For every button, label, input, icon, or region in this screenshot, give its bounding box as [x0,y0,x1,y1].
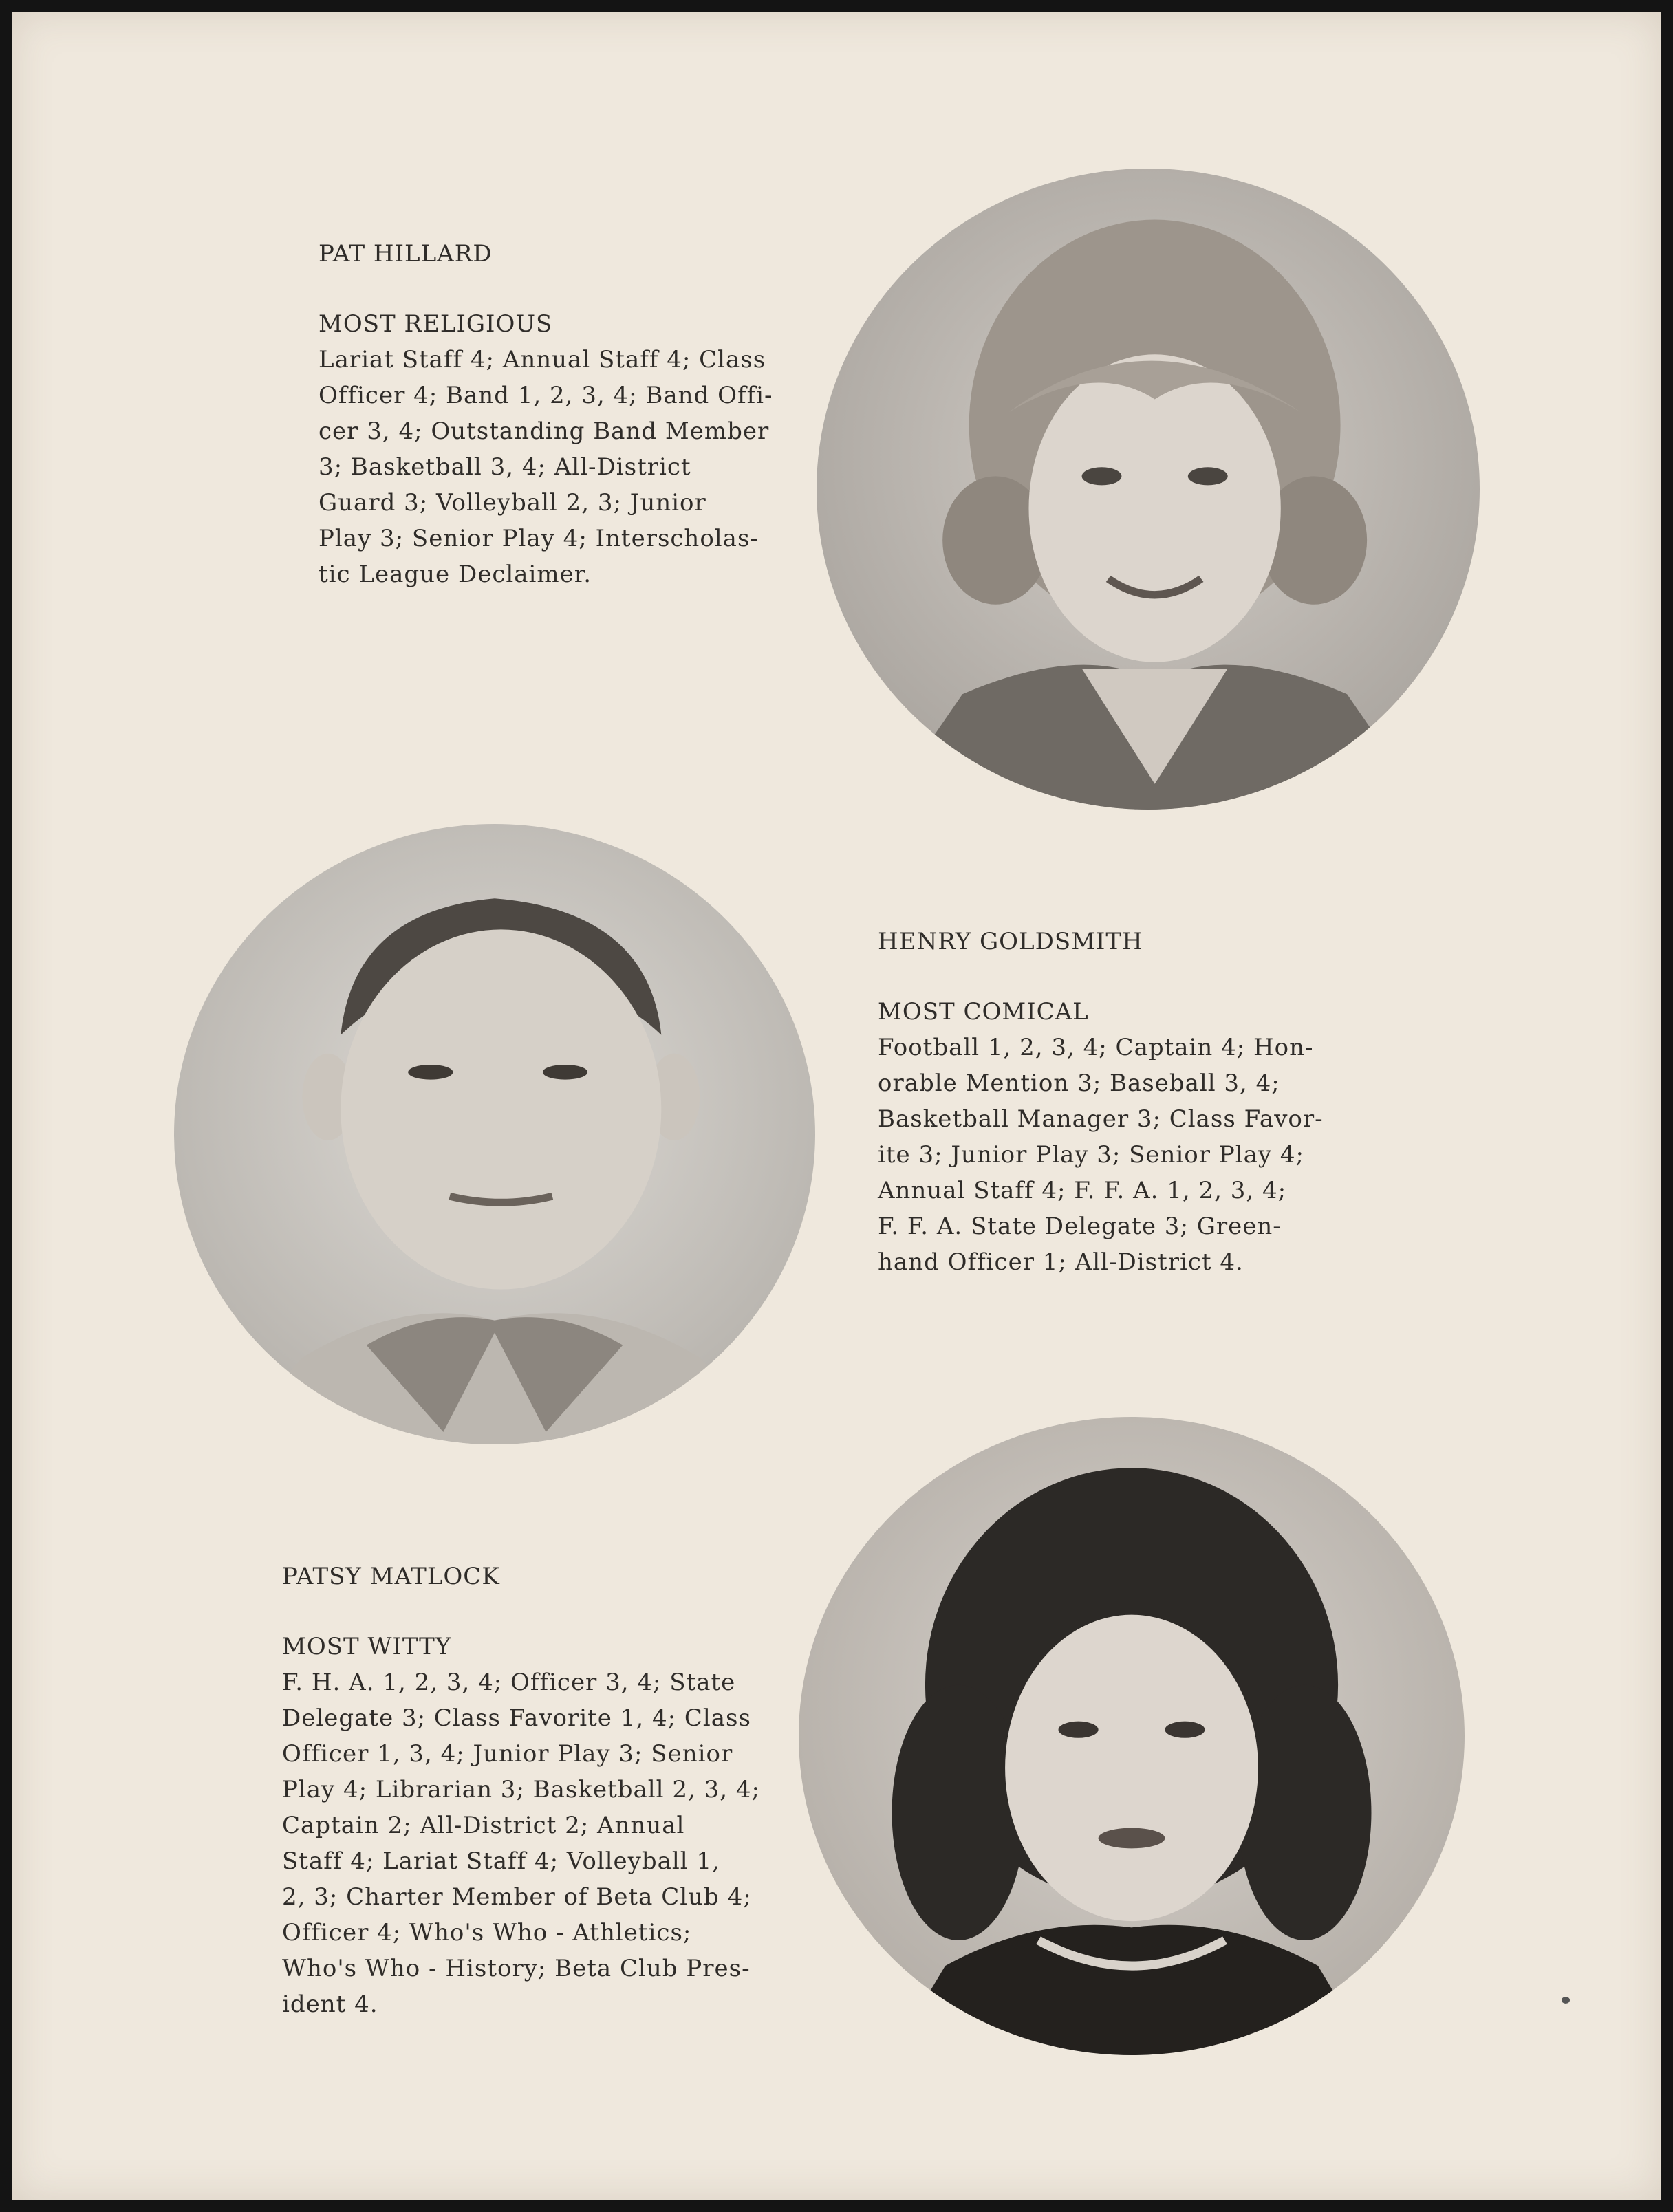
activity-line: 2, 3; Charter Member of Beta Club 4; [282,1883,752,1911]
activity-line: Delegate 3; Class Favorite 1, 4; Class [282,1704,751,1732]
portrait-photo-henry-goldsmith [174,824,815,1444]
activities-list [282,1665,805,2022]
activity-line: F. H. A. 1, 2, 3, 4; Officer 3, 4; State [282,1669,736,1696]
activity-line: Annual Staff 4; F. F. A. 1, 2, 3, 4; [878,1177,1287,1204]
activity-line: Who's Who - History; Beta Club Pres- [282,1955,751,1982]
superlative-title: MOST WITTY [282,1633,452,1660]
activity-line: Basketball Manager 3; Class Favor- [878,1105,1324,1133]
activity-line: Officer 4; Band 1, 2, 3, 4; Band Offi- [319,382,773,409]
student-bio-patsy-matlock [282,1559,805,2022]
activity-line: hand Officer 1; All-District 4. [878,1248,1244,1276]
activity-line: 3; Basketball 3, 4; All-District [319,453,691,481]
activity-line: ident 4. [282,1991,378,2018]
student-name: PAT HILLARD [319,240,493,268]
portrait-image [817,169,1480,810]
activity-line: Officer 1, 3, 4; Junior Play 3; Senior [282,1740,733,1768]
student-name: PATSY MATLOCK [282,1563,500,1590]
activity-line: Lariat Staff 4; Annual Staff 4; Class [319,346,766,373]
superlative-title: MOST RELIGIOUS [319,310,553,338]
activity-line: F. F. A. State Delegate 3; Green- [878,1213,1282,1240]
student-bio-pat-hillard [319,236,814,592]
portrait-photo-pat-hillard [817,169,1480,810]
student-bio-henry-goldsmith [878,924,1401,1280]
activity-line: Staff 4; Lariat Staff 4; Volleyball 1, [282,1847,720,1875]
activity-line: tic League Declaimer. [319,561,592,588]
activity-line: Play 4; Librarian 3; Basketball 2, 3, 4; [282,1776,760,1803]
yearbook-page [12,12,1661,2200]
portrait-photo-patsy-matlock [799,1417,1465,2055]
superlative-title: MOST COMICAL [878,998,1089,1026]
activity-line: ite 3; Junior Play 3; Senior Play 4; [878,1141,1304,1169]
activity-line: Captain 2; All-District 2; Annual [282,1812,685,1839]
activity-line: Guard 3; Volleyball 2, 3; Junior [319,489,706,517]
activity-line: orable Mention 3; Baseball 3, 4; [878,1070,1280,1097]
activities-list [878,1030,1401,1280]
activity-line: Officer 4; Who's Who - Athletics; [282,1919,692,1947]
activity-line: cer 3, 4; Outstanding Band Member [319,418,770,445]
student-name: HENRY GOLDSMITH [878,928,1143,955]
portrait-image [799,1417,1465,2055]
portrait-image [174,824,815,1444]
paper-speck [1562,1997,1570,2004]
activity-line: Football 1, 2, 3, 4; Captain 4; Hon- [878,1034,1314,1061]
activity-line: Play 3; Senior Play 4; Interscholas- [319,525,759,552]
activities-list [319,342,814,592]
